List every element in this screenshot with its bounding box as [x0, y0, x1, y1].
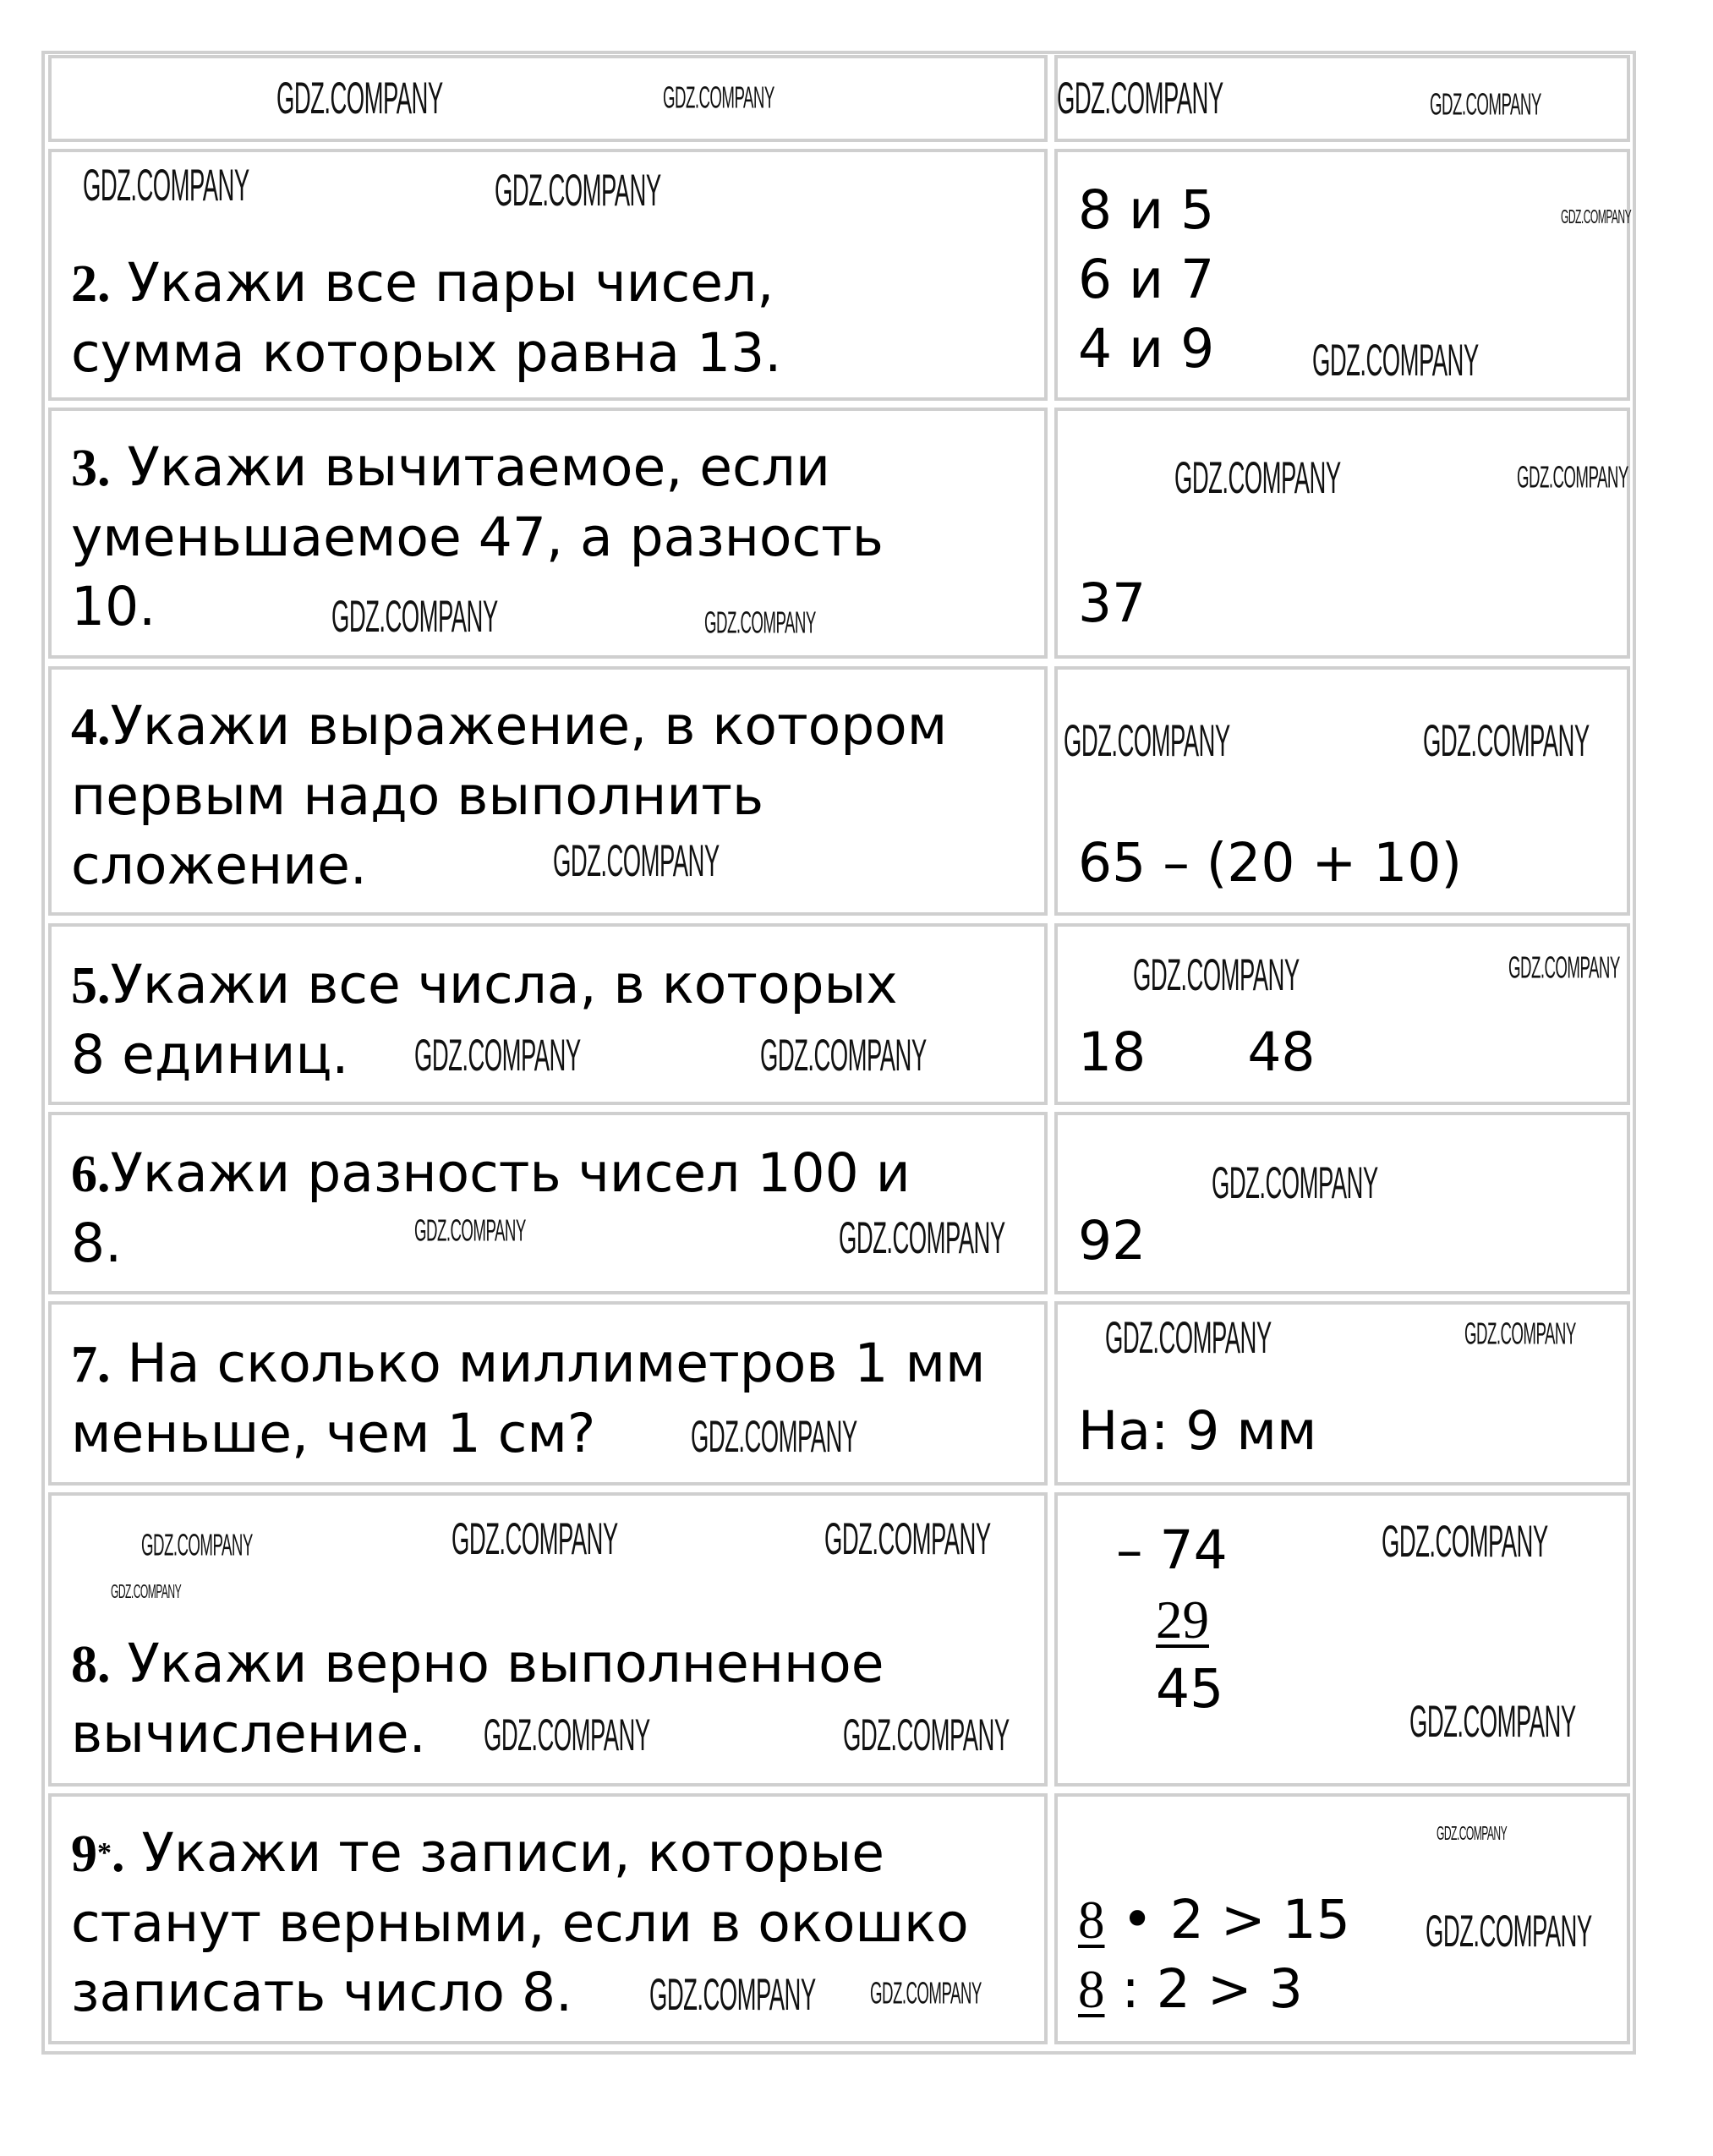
watermark-text: GDZ.COMPANY: [1426, 1907, 1592, 1956]
inequality-1: 8 • 2 > 15: [1078, 1889, 1350, 1951]
watermark-text: GDZ.COMPANY: [494, 166, 661, 216]
answer-4: 65 – (20 + 10): [1078, 832, 1463, 894]
question-8: 8. Укажи верно выполненное вычисление.: [71, 1633, 884, 1765]
question-9: 9*. Укажи те записи, которые станут верными, если в окошко записать число 8.: [71, 1822, 969, 2023]
watermark-text: GDZ.COMPANY: [483, 1710, 650, 1760]
watermark-text: GDZ.COMPANY: [824, 1513, 992, 1564]
watermark-text: GDZ.COMPANY: [552, 835, 720, 886]
watermark-text: GDZ.COMPANY: [1212, 1157, 1378, 1208]
watermark-text: GDZ.COMPANY: [842, 1710, 1010, 1760]
watermark-text: GDZ.COMPANY: [331, 591, 498, 642]
watermark-text: GDZ.COMPANY: [1430, 88, 1541, 123]
watermark-text: GDZ.COMPANY: [1423, 715, 1590, 766]
watermark-text: GDZ.COMPANY: [1312, 336, 1479, 386]
watermark-text: GDZ.COMPANY: [110, 1579, 181, 1603]
answer-6: 92: [1078, 1210, 1147, 1272]
watermark-text: GDZ.COMPANY: [663, 80, 775, 115]
question-cell: [48, 55, 1048, 142]
question-3: 3. Укажи вычитаемое, если уменьшаемое 47, а разность 10.: [71, 436, 884, 637]
watermark-text: GDZ.COMPANY: [1382, 1517, 1548, 1568]
watermark-text: GDZ.COMPANY: [1508, 951, 1621, 986]
watermark-text: GDZ.COMPANY: [1409, 1696, 1576, 1747]
watermark-text: GDZ.COMPANY: [1517, 461, 1628, 495]
calc-result: 45: [1156, 1658, 1224, 1720]
watermark-text: GDZ.COMPANY: [1174, 453, 1341, 503]
watermark-text: GDZ.COMPANY: [414, 1031, 581, 1081]
answer-5: 18 48: [1078, 1021, 1316, 1083]
watermark-text: GDZ.COMPANY: [704, 605, 817, 640]
answer-2: 8 и 5 6 и 7 4 и 9: [1078, 179, 1215, 380]
watermark-text: GDZ.COMPANY: [1132, 950, 1300, 1001]
watermark-text: GDZ.COMPANY: [1064, 715, 1230, 766]
question-2: 2. Укажи все пары чисел, сумма которых равна 13.: [71, 252, 782, 384]
question-5: 5.Укажи все числа, в которых 8 единиц.: [71, 954, 898, 1086]
calc-minuend: – 74: [1116, 1519, 1228, 1581]
watermark-text: GDZ.COMPANY: [452, 1513, 618, 1564]
watermark-text: GDZ.COMPANY: [1057, 73, 1223, 123]
watermark-text: GDZ.COMPANY: [1437, 1821, 1508, 1845]
answer-7: На: 9 мм: [1078, 1400, 1317, 1462]
answer-3: 37: [1078, 572, 1147, 634]
watermark-text: GDZ.COMPANY: [870, 1976, 982, 2011]
watermark-text: GDZ.COMPANY: [691, 1412, 857, 1462]
question-6: 6.Укажи разность чисел 100 и 8.: [71, 1142, 911, 1274]
watermark-text: GDZ.COMPANY: [83, 160, 249, 211]
watermark-text: GDZ.COMPANY: [414, 1213, 526, 1248]
watermark-text: GDZ.COMPANY: [276, 73, 443, 123]
watermark-text: GDZ.COMPANY: [1561, 205, 1632, 228]
watermark-text: GDZ.COMPANY: [1105, 1312, 1272, 1363]
watermark-text: GDZ.COMPANY: [649, 1970, 816, 2020]
calc-subtrahend: 29: [1156, 1590, 1209, 1650]
question-4: 4.Укажи выражение, в котором первым надо выполнить сложение.: [71, 695, 948, 896]
watermark-text: GDZ.COMPANY: [140, 1529, 253, 1563]
question-7: 7. На сколько миллиметров 1 мм меньше, чем 1 см?: [71, 1332, 986, 1464]
watermark-text: GDZ.COMPANY: [838, 1212, 1005, 1263]
watermark-text: GDZ.COMPANY: [1464, 1317, 1576, 1352]
watermark-text: GDZ.COMPANY: [759, 1031, 927, 1081]
inequality-2: 8 : 2 > 3: [1078, 1958, 1303, 2020]
